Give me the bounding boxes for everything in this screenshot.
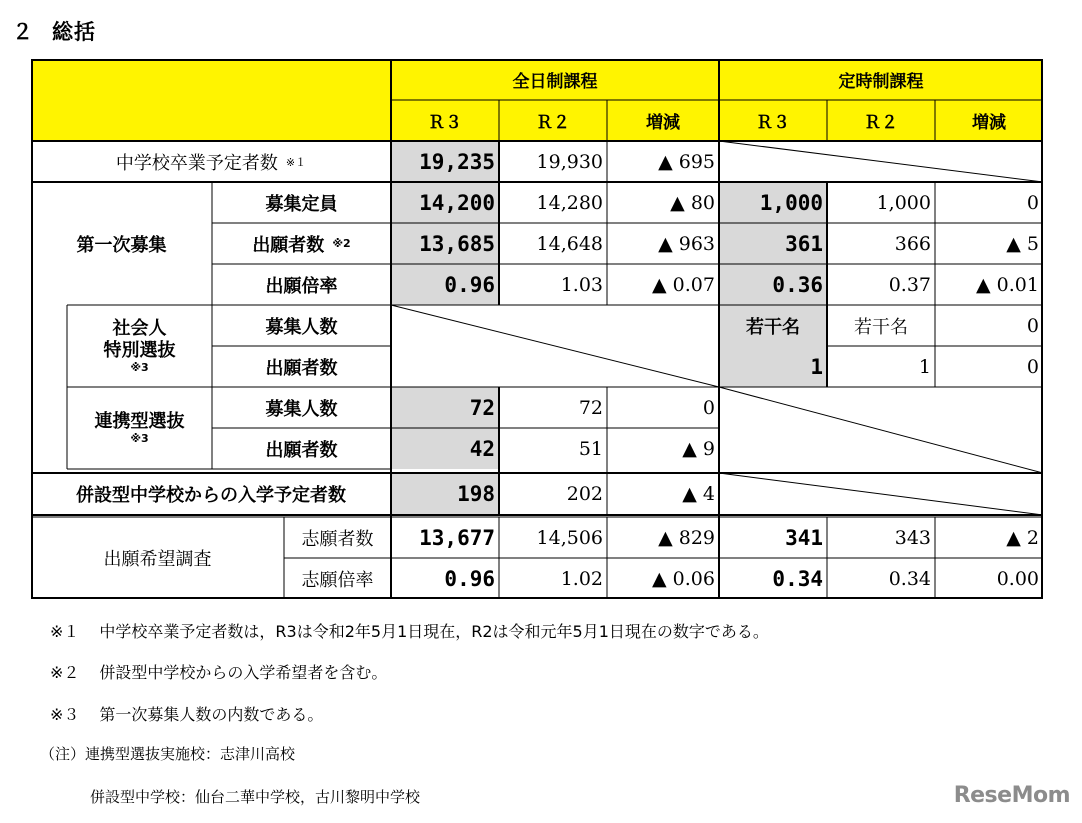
attached-ft-r3: 198 [391, 473, 499, 514]
header-ft-diff: 増減 [607, 100, 719, 141]
survey-ratio-pt-r3: 0.34 [772, 566, 823, 591]
linked-applicants-label: 出願者数 [265, 439, 338, 461]
survey-label: 出願希望調査 [103, 549, 212, 570]
remark-attached-schools: 併設型中学校：仙台二華中学校，古川黎明中学校 [90, 788, 421, 806]
capacity-pt-r2: 1,000 [876, 191, 931, 214]
note-2-mark: ※２ [50, 663, 80, 682]
linked-note: ※3 [130, 432, 149, 445]
capacity-ft-r3: 14,200 [391, 182, 499, 223]
adult-note: ※3 [130, 361, 149, 374]
graduates-ft-diff: ▲ 695 [658, 150, 715, 173]
adult-recruit-pt-r3: 若干名 [719, 305, 827, 346]
ratio-ft-diff: ▲ 0.07 [652, 273, 715, 296]
header-part-time: 定時制課程 [719, 59, 1043, 100]
survey-applicants-ft-r2: 14,506 [536, 526, 603, 549]
remark-linked-school: （注）連携型選抜実施校：志津川高校 [40, 745, 296, 763]
linked-recruit-ft-r3: 72 [391, 387, 499, 428]
ratio-pt-r2: 0.37 [888, 273, 931, 296]
section-number: ２ [12, 20, 34, 44]
resemom-logo: ReseMom [953, 783, 1070, 808]
adult-label-line2: 特別選抜 [103, 340, 176, 361]
survey-ratio-label: 志願倍率 [301, 569, 374, 591]
header-pt-r3: Ｒ３ [719, 100, 827, 141]
linked-recruit-ft-diff: 0 [702, 396, 715, 419]
survey-applicants-ft-diff: ▲ 829 [658, 526, 715, 549]
applicants-ft-r3: 13,685 [391, 223, 499, 264]
adult-applicants-pt-r2: 1 [918, 355, 931, 378]
linked-applicants-ft-r3: 42 [391, 428, 499, 469]
capacity-pt-diff: 0 [1026, 191, 1039, 214]
note-1-text: 中学校卒業予定者数は，R3は令和2年5月1日現在，R2は令和元年5月1日現在の数字である。 [99, 622, 769, 641]
applicants-pt-r2: 366 [894, 232, 931, 255]
linked-applicants-ft-diff: ▲ 9 [682, 437, 715, 460]
section-heading [12, 16, 96, 46]
ratio-label: 出願倍率 [265, 275, 338, 297]
applicants-pt-r3: 361 [719, 223, 827, 264]
survey-ratio-pt-diff: 0.00 [996, 567, 1039, 590]
ratio-ft-r3: 0.96 [391, 264, 499, 305]
capacity-ft-r2: 14,280 [536, 191, 603, 214]
note-1-mark: ※１ [50, 622, 80, 641]
capacity-label: 募集定員 [265, 193, 338, 215]
linked-applicants-ft-r2: 51 [578, 437, 603, 460]
ratio-pt-diff: ▲ 0.01 [976, 273, 1039, 296]
applicants-note: ※2 [332, 237, 351, 250]
survey-ratio-pt-r2: 0.34 [888, 567, 931, 590]
survey-ratio-ft-diff: ▲ 0.06 [652, 567, 715, 590]
graduates-note: ※１ [285, 155, 307, 169]
capacity-ft-diff: ▲ 80 [670, 191, 715, 214]
graduates-ft-r2: 19,930 [536, 150, 603, 173]
capacity-pt-r3: 1,000 [719, 182, 827, 223]
note-2-text: 併設型中学校からの入学希望者を含む。 [99, 663, 388, 682]
linked-recruit-label: 募集人数 [265, 398, 338, 420]
adult-label-line1: 社会人 [112, 318, 167, 339]
note-3-text: 第一次募集人数の内数である。 [99, 705, 324, 724]
note-2 [50, 660, 387, 683]
survey-applicants-label: 志願者数 [301, 528, 374, 550]
survey-ratio-ft-r3: 0.96 [444, 566, 495, 591]
note-1 [50, 619, 769, 642]
applicants-ft-diff: ▲ 963 [658, 232, 715, 255]
header-pt-diff: 増減 [935, 100, 1043, 141]
adult-recruit-pt-r2: 若干名 [854, 316, 908, 338]
header-ft-r2: Ｒ２ [499, 100, 607, 141]
table-grid-lines [31, 59, 1043, 599]
header-ft-r3: Ｒ３ [391, 100, 499, 141]
header-pt-r2: Ｒ２ [827, 100, 935, 141]
survey-applicants-pt-r2: 343 [894, 526, 931, 549]
header-full-time: 全日制課程 [391, 59, 719, 100]
adult-recruit-pt-diff: 0 [1026, 314, 1039, 337]
note-3-mark: ※３ [50, 705, 80, 724]
ratio-ft-r2: 1.03 [560, 273, 603, 296]
adult-recruit-label: 募集人数 [265, 316, 338, 338]
ratio-pt-r3: 0.36 [719, 264, 827, 305]
first-round-label: 第一次募集 [76, 234, 167, 256]
survey-applicants-pt-r3: 341 [785, 525, 823, 550]
survey-applicants-pt-diff: ▲ 2 [1006, 526, 1039, 549]
summary-table [31, 59, 1043, 599]
attached-ft-r2: 202 [566, 482, 603, 505]
attached-label: 併設型中学校からの入学予定者数 [76, 484, 346, 506]
survey-ratio-ft-r2: 1.02 [560, 567, 603, 590]
attached-ft-diff: ▲ 4 [682, 482, 715, 505]
applicants-ft-r2: 14,648 [536, 232, 603, 255]
graduates-ft-r3: 19,235 [391, 141, 499, 182]
applicants-pt-diff: ▲ 5 [1006, 232, 1039, 255]
note-3 [50, 702, 323, 725]
survey-applicants-ft-r3: 13,677 [419, 525, 495, 550]
linked-label: 連携型選抜 [94, 411, 185, 432]
adult-applicants-label: 出願者数 [265, 357, 338, 379]
adult-applicants-pt-r3: 1 [719, 346, 827, 387]
linked-recruit-ft-r2: 72 [578, 396, 603, 419]
graduates-label: 中学校卒業予定者数 [115, 152, 278, 174]
applicants-label: 出願者数 [252, 234, 325, 256]
section-title: 総括 [52, 20, 96, 44]
adult-applicants-pt-diff: 0 [1026, 355, 1039, 378]
